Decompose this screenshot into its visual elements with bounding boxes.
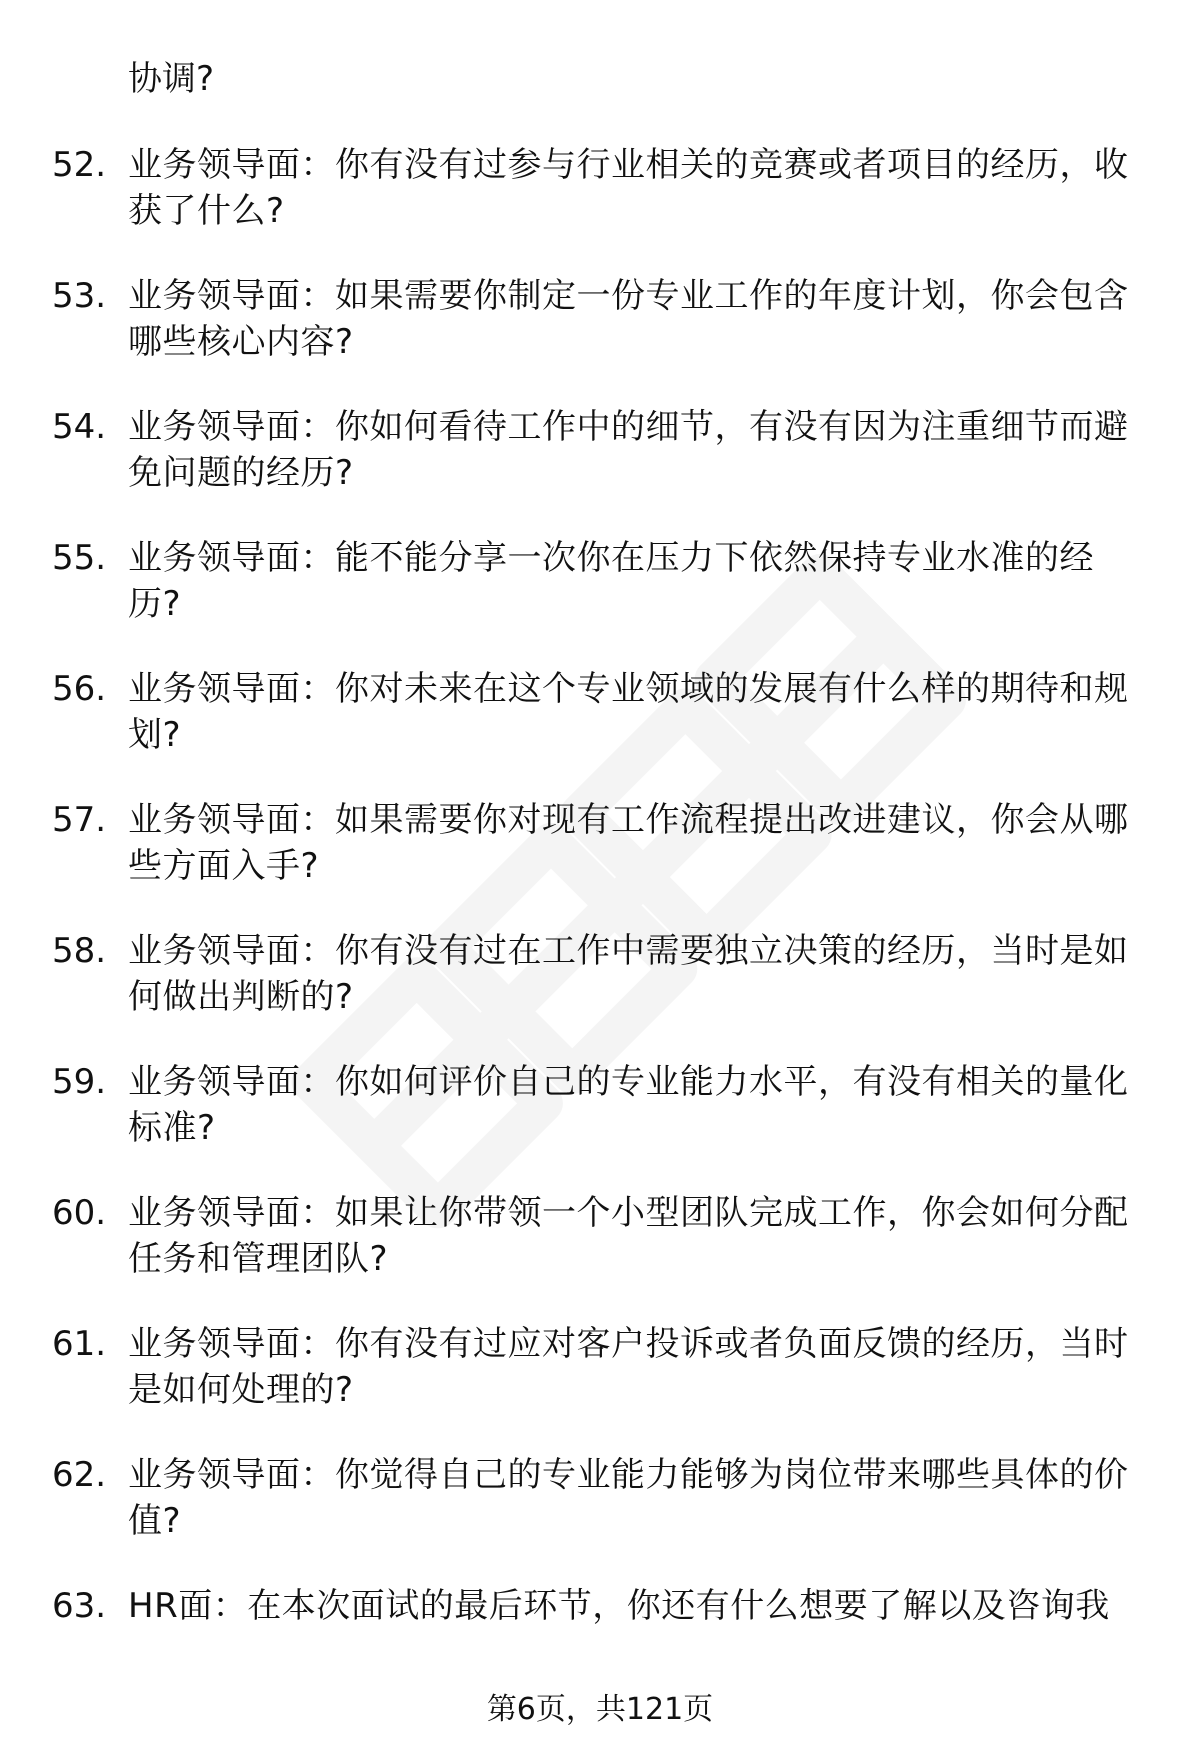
question-number: 57. — [52, 800, 107, 840]
page-footer: 第6页，共121页 — [486, 1692, 714, 1727]
continuation-line: 协调? — [128, 59, 215, 99]
question-number: 56. — [52, 669, 107, 709]
question-text: 业务领导面：你如何评价自己的专业能力水平，有没有相关的量化标准? — [128, 1062, 1129, 1148]
list-item — [0, 142, 1200, 273]
question-number: 52. — [52, 145, 107, 185]
question-text: 业务领导面：你觉得自己的专业能力能够为岗位带来哪些具体的价值? — [128, 1455, 1129, 1541]
list-item — [0, 1452, 1200, 1583]
list-item — [0, 797, 1200, 928]
list-item — [0, 404, 1200, 535]
question-number: 55. — [52, 538, 107, 578]
question-text: HR面：在本次面试的最后环节，你还有什么想要了解以及咨询我 — [128, 1586, 1110, 1626]
question-number: 54. — [52, 407, 107, 447]
question-text: 业务领导面：你有没有过在工作中需要独立决策的经历，当时是如何做出判断的? — [128, 931, 1129, 1017]
question-text: 业务领导面：你如何看待工作中的细节，有没有因为注重细节而避免问题的经历? — [128, 407, 1129, 493]
question-number: 63. — [52, 1586, 107, 1626]
question-text: 业务领导面：如果让你带领一个小型团队完成工作，你会如何分配任务和管理团队? — [128, 1193, 1129, 1279]
question-number: 60. — [52, 1193, 107, 1233]
list-item — [0, 928, 1200, 1059]
list-item — [0, 1059, 1200, 1190]
question-text: 业务领导面：你对未来在这个专业领域的发展有什么样的期待和规划? — [128, 669, 1129, 755]
question-number: 53. — [52, 276, 107, 316]
question-list — [0, 142, 1200, 1714]
question-number: 58. — [52, 931, 107, 971]
list-item — [0, 1190, 1200, 1321]
list-item — [0, 273, 1200, 404]
list-item — [0, 1321, 1200, 1452]
question-text: 业务领导面：你有没有过参与行业相关的竞赛或者项目的经历，收获了什么? — [128, 145, 1129, 231]
question-text: 业务领导面：如果需要你制定一份专业工作的年度计划，你会包含哪些核心内容? — [128, 276, 1129, 362]
list-item — [0, 535, 1200, 666]
question-text: 业务领导面：你有没有过应对客户投诉或者负面反馈的经历，当时是如何处理的? — [128, 1324, 1129, 1410]
list-item — [0, 666, 1200, 797]
question-text: 业务领导面：如果需要你对现有工作流程提出改进建议，你会从哪些方面入手? — [128, 800, 1129, 886]
question-number: 62. — [52, 1455, 107, 1495]
question-number: 59. — [52, 1062, 107, 1102]
question-text: 业务领导面：能不能分享一次你在压力下依然保持专业水准的经历? — [128, 538, 1094, 624]
question-number: 61. — [52, 1324, 107, 1364]
